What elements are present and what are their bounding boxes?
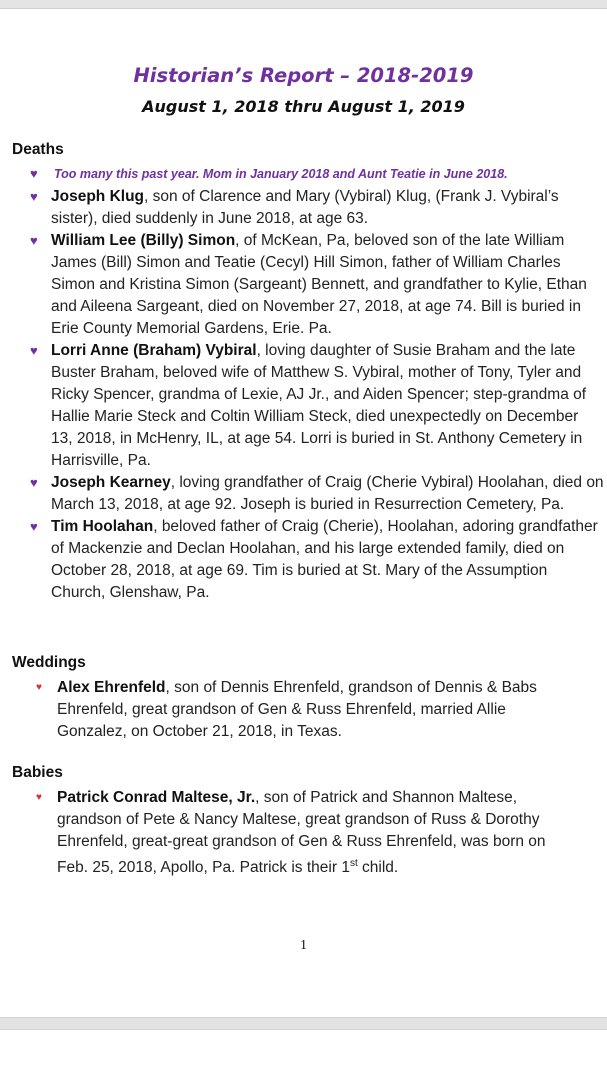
report-subtitle: August 1, 2018 thru August 1, 2019 [142, 97, 465, 116]
entry-details: , loving grandfather of Craig (Cherie Vybiral) Hoolahan, died on March 13, 2018, at age 92. Joseph is buried in Resurrection Cemetery, Pa. [51, 474, 604, 513]
entry-text [51, 340, 604, 472]
entry-details: , of McKean, Pa, beloved son of the late William James (Bill) Simon and Teatie (Cecyl) Hill Simon, father of William Charles Simon and Kristina Simon (Sargeant) Bennett, and grandfather to Kylie, Ethan and Aileena Sargeant, died on November 27, 2018, at age 74. Bill is buried in Erie County Memorial Gardens, Erie. Pa. [51, 232, 587, 337]
weddings-heading: Weddings [12, 654, 86, 671]
heart-icon: ♥ [36, 792, 42, 803]
entry-details: , beloved father of Craig (Cherie), Hoolahan, adoring grandfather of Mackenzie and Declan Hoolahan, and his large extended family, died on October 28, 2018, at age 69. Tim is buried at St. Mary of the Assumption Church, Glenshaw, Pa. [51, 518, 598, 601]
entry-name: Joseph Kearney [51, 474, 171, 491]
entry-text [51, 516, 604, 604]
entry-text [57, 787, 574, 879]
deaths-intro-text: Too many this past year. Mom in January 2018 and Aunt Teatie in June 2018. [54, 167, 508, 181]
list-item [34, 677, 574, 743]
page-number: 1 [300, 938, 307, 953]
document-page [0, 9, 607, 1017]
weddings-list [34, 677, 574, 743]
entry-details-tail: child. [357, 859, 399, 877]
entry-name: Joseph Klug [51, 188, 145, 205]
heart-icon: ♥ [30, 233, 38, 248]
entry-name: Lorri Anne (Braham) Vybiral [51, 342, 257, 359]
deaths-list [30, 164, 604, 604]
heart-icon: ♥ [30, 189, 38, 204]
entry-text [51, 230, 604, 340]
babies-list [34, 787, 574, 879]
entry-name: Patrick Conrad Maltese, Jr. [57, 789, 256, 806]
ordinal-superscript: st [349, 858, 358, 869]
list-item [30, 230, 604, 340]
entry-text [51, 472, 604, 516]
heart-icon: ♥ [30, 475, 38, 490]
list-item [34, 787, 574, 879]
entry-details: , son of Patrick and Shannon Maltese, grandson of Pete & Nancy Maltese, great grandson of Russ & Dorothy Ehrenfeld, great-great grandson of Gen & Russ Ehrenfeld, was born on Feb. 25, 2018, Apollo, Pa. Patrick is their 1 [57, 789, 546, 877]
list-item [30, 516, 604, 604]
report-title: Historian’s Report – 2018-2019 [133, 64, 474, 87]
heart-icon: ♥ [30, 519, 38, 534]
entry-name: Tim Hoolahan [51, 518, 154, 535]
viewer-background [0, 1030, 607, 1080]
list-item [30, 186, 604, 230]
deaths-heading: Deaths [12, 141, 64, 158]
entry-details: , son of Dennis Ehrenfeld, grandson of Dennis & Babs Ehrenfeld, great grandson of Gen & Russ Ehrenfeld, married Allie Gonzalez, on October 21, 2018, in Texas. [57, 679, 537, 740]
heart-icon: ♥ [30, 166, 38, 181]
list-item [30, 472, 604, 516]
entry-name: William Lee (Billy) Simon [51, 232, 236, 249]
entry-text [57, 677, 574, 743]
entry-details: , son of Clarence and Mary (Vybiral) Klug, (Frank J. Vybiral’s sister), died suddenly in June 2018, at age 63. [51, 188, 559, 227]
entry-details: , loving daughter of Susie Braham and the late Buster Braham, beloved wife of Matthew S. Vybiral, mother of Tony, Tyler and Ricky Spencer, grandma of Lexie, AJ Jr., and Aiden Spencer; step-grandma of Hallie Marie Steck and Coltin William Steck, died unexpectedly on December 13, 2018, in McHenry, IL, at age 54. Lorri is buried in St. Anthony Cemetery in Harrisville, Pa. [51, 342, 587, 469]
viewer-top-bar [0, 0, 607, 9]
heart-icon: ♥ [30, 343, 38, 358]
heart-icon: ♥ [36, 682, 42, 693]
entry-name: Alex Ehrenfeld [57, 679, 166, 696]
babies-heading: Babies [12, 764, 63, 781]
entry-text [51, 186, 604, 230]
list-item [30, 340, 604, 472]
deaths-intro-item [30, 164, 604, 184]
viewer-page-divider [0, 1017, 607, 1030]
